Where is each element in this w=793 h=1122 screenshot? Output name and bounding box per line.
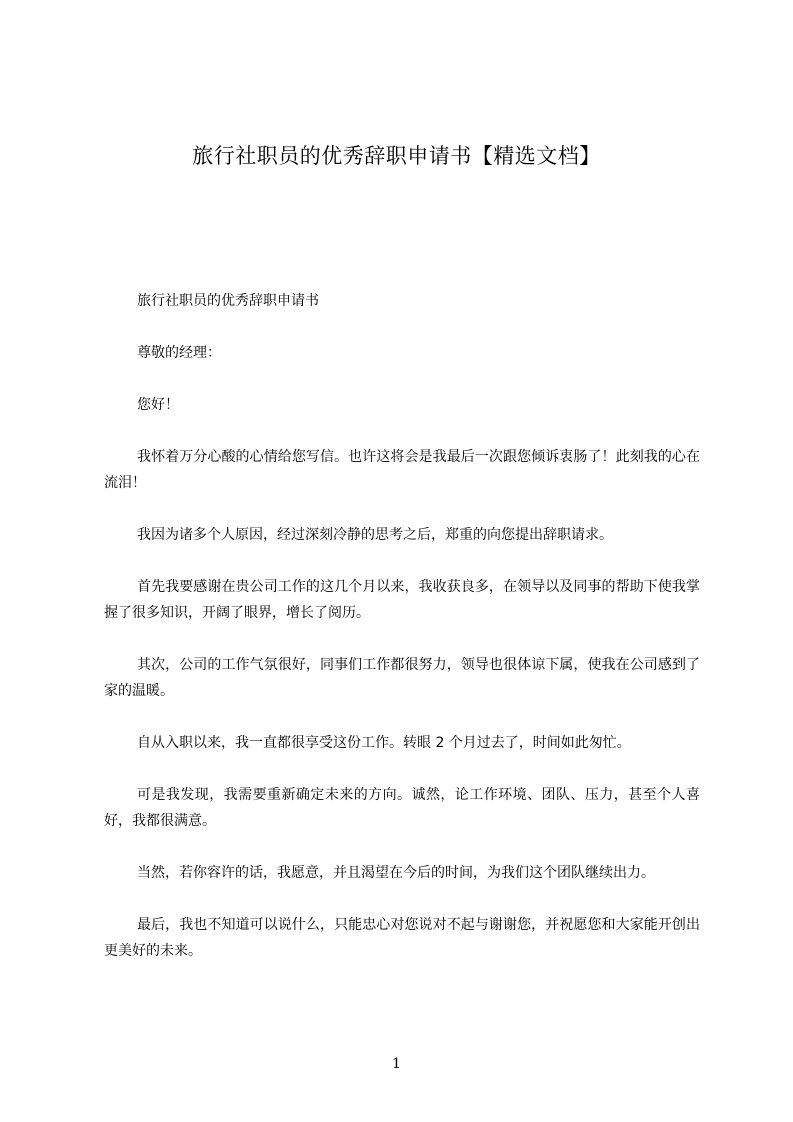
body-paragraph: 我因为诸多个人原因，经过深刻冷静的思考之后，郑重的向您提出辞职请求。 bbox=[137, 527, 613, 543]
subtitle-paragraph: 旅行社职员的优秀辞职申请书 bbox=[137, 293, 319, 309]
body-paragraph: 我怀着万分心酸的心情给您写信。也许这将会是我最后一次跟您倾诉衷肠了！此刻我的心在流泪！ bbox=[104, 449, 700, 491]
document-body bbox=[104, 288, 700, 990]
body-paragraph: 当然，若你容许的话，我愿意，并且渴望在今后的时间，为我们这个团队继续出力。 bbox=[137, 865, 655, 881]
greeting-paragraph: 您好！ bbox=[137, 397, 179, 413]
document-title: 旅行社职员的优秀辞职申请书【精选文档】 bbox=[192, 144, 601, 168]
salutation-paragraph: 尊敬的经理： bbox=[137, 345, 221, 361]
body-paragraph: 可是我发现，我需要重新确定未来的方向。诚然，论工作环境、团队、压力，甚至个人喜好，我都很满意。 bbox=[104, 787, 700, 829]
body-paragraph: 最后，我也不知道可以说什么，只能忠心对您说对不起与谢谢您，并祝愿您和大家能开创出更美好的未来。 bbox=[104, 917, 700, 959]
page-number: 1 bbox=[392, 1056, 401, 1072]
body-paragraph: 其次，公司的工作气氛很好，同事们工作都很努力，领导也很体谅下属，使我在公司感到了家的温暖。 bbox=[104, 657, 700, 699]
body-paragraph: 自从入职以来，我一直都很享受这份工作。转眼 2 个月过去了，时间如此匆忙。 bbox=[137, 735, 631, 751]
body-paragraph: 首先我要感谢在贵公司工作的这几个月以来，我收获良多，在领导以及同事的帮助下使我掌握了很多知识，开阔了眼界，增长了阅历。 bbox=[104, 579, 700, 621]
